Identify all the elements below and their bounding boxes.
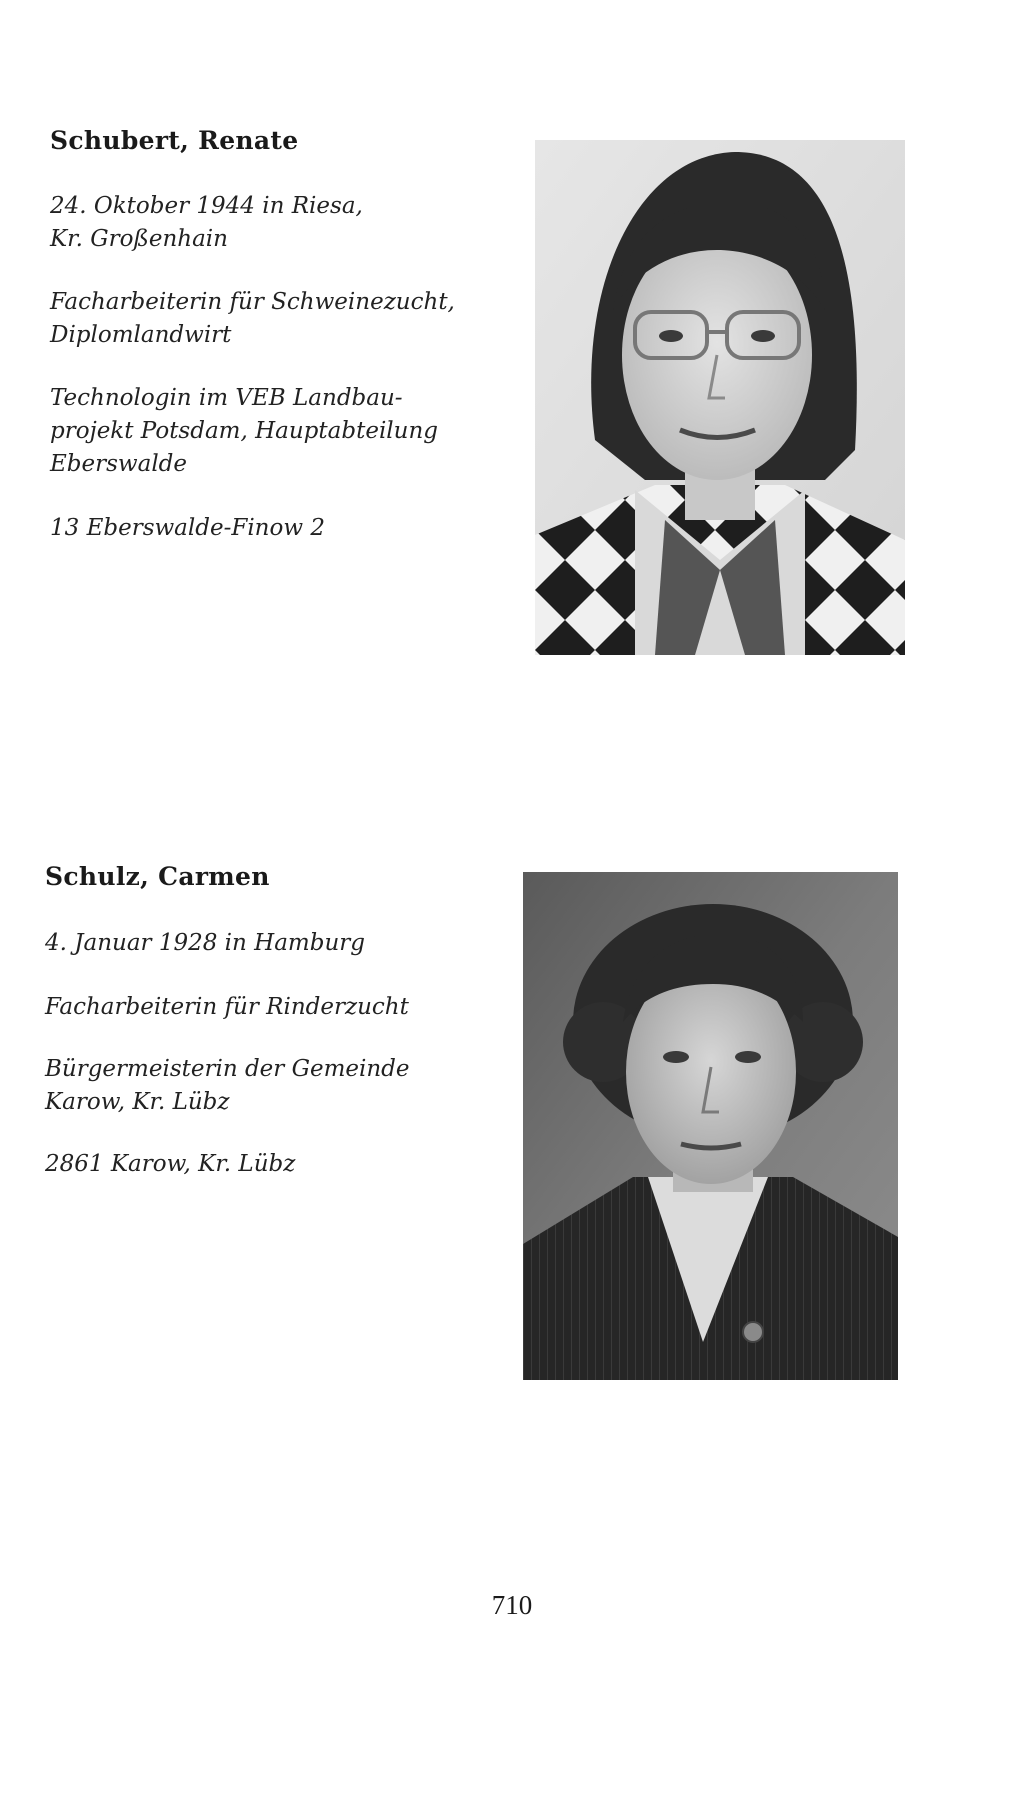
address-info: 2861 Karow, Kr. Lübz (45, 1151, 296, 1177)
portrait-older-woman-image (523, 872, 898, 1380)
entry-name: Schulz, Carmen (45, 862, 270, 891)
occupation-info: Bürgermeisterin der Gemeinde Karow, Kr. Lübz (45, 1056, 410, 1115)
page-number: 710 (491, 1590, 533, 1620)
training-info: Facharbeiterin für Rinderzucht (45, 994, 409, 1020)
address-info: 13 Eberswalde-Finow 2 (50, 515, 325, 541)
portrait-photo (535, 140, 905, 655)
occupation-info: Technologin im VEB Landbau- projekt Potsdam, Hauptabteilung Eberswalde (50, 385, 439, 477)
portrait-young-woman-image (535, 140, 905, 655)
birth-info: 4. Januar 1928 in Hamburg (45, 930, 365, 956)
birth-info: 24. Oktober 1944 in Riesa, Kr. Großenhain (50, 193, 363, 252)
portrait-photo (523, 872, 898, 1380)
training-info: Facharbeiterin für Schweinezucht, Diplomlandwirt (50, 289, 455, 348)
entry-name: Schubert, Renate (50, 126, 299, 155)
